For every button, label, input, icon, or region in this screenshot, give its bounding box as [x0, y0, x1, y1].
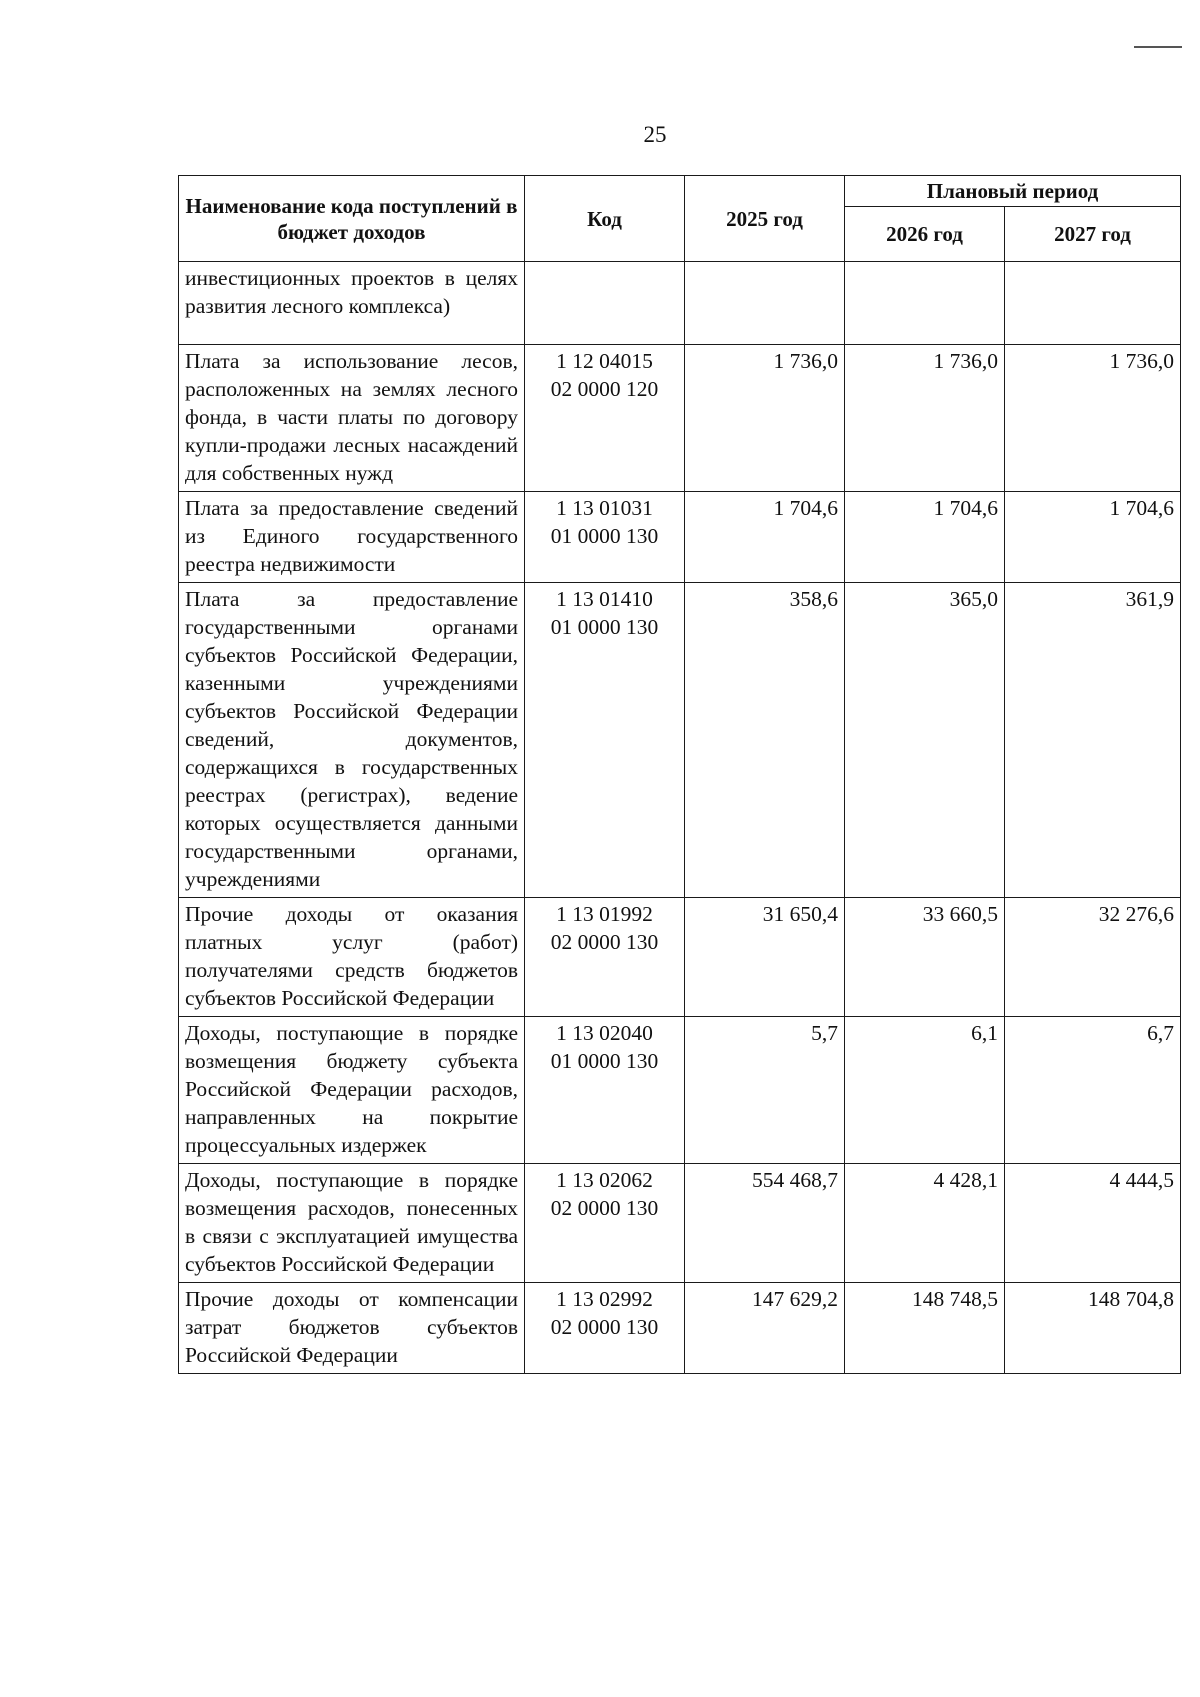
- row-code: [525, 492, 685, 583]
- table-row: [179, 1164, 1181, 1283]
- code-part-2: 01 0000 130: [550, 1049, 659, 1073]
- row-2026: 6,1: [845, 1017, 1005, 1164]
- code-part-2: 01 0000 130: [550, 615, 659, 639]
- row-code: [525, 898, 685, 1017]
- row-name: Плата за предоставление сведений из Единого государственного реестра недвижимости: [179, 492, 525, 583]
- table-row: [179, 1283, 1181, 1374]
- row-2026: 1 736,0: [845, 345, 1005, 492]
- code-part-2: 02 0000 130: [550, 1196, 659, 1220]
- code-part-2: 02 0000 120: [550, 377, 659, 401]
- header-2027: 2027 год: [1005, 207, 1181, 262]
- row-2026: 33 660,5: [845, 898, 1005, 1017]
- row-2027: 148 704,8: [1005, 1283, 1181, 1374]
- revenue-table: [178, 175, 1181, 1374]
- row-2025: 147 629,2: [685, 1283, 845, 1374]
- table-row: [179, 583, 1181, 898]
- row-name: Плата за предоставление государственными органами субъектов Российской Федерации, казенными учреждениями субъектов Российской Федерации сведений, документов, содержащихся в государственных реестрах (регистрах), ведение которых осуществляется данными государственными органами, учреждениями: [179, 583, 525, 898]
- header-2026: 2026 год: [845, 207, 1005, 262]
- row-code: [525, 1283, 685, 1374]
- row-2027: 32 276,6: [1005, 898, 1181, 1017]
- code-part-1: 1 13 01992: [556, 902, 653, 926]
- row-2027: [1005, 262, 1181, 345]
- row-2027: 361,9: [1005, 583, 1181, 898]
- code-part-2: 02 0000 130: [550, 930, 659, 954]
- row-name: Прочие доходы от компенсации затрат бюджетов субъектов Российской Федерации: [179, 1283, 525, 1374]
- row-2025: 1 704,6: [685, 492, 845, 583]
- row-2025: 358,6: [685, 583, 845, 898]
- row-code: [525, 1164, 685, 1283]
- code-part-1: 1 12 04015: [556, 349, 653, 373]
- row-2027: 1 736,0: [1005, 345, 1181, 492]
- header-code: Код: [525, 176, 685, 262]
- row-2027: 6,7: [1005, 1017, 1181, 1164]
- row-name: инвестиционных проектов в целях развития лесного комплекса): [179, 262, 525, 345]
- header-row: [179, 176, 1181, 207]
- row-2026: 365,0: [845, 583, 1005, 898]
- page-number: 25: [643, 122, 667, 147]
- row-name: Доходы, поступающие в порядке возмещения бюджету субъекта Российской Федерации расходов, направленных на покрытие процессуальных издержек: [179, 1017, 525, 1164]
- row-name: Доходы, поступающие в порядке возмещения расходов, понесенных в связи с эксплуатацией имущества субъектов Российской Федерации: [179, 1164, 525, 1283]
- code-part-1: 1 13 02040: [556, 1021, 653, 1045]
- code-part-1: 1 13 02062: [556, 1168, 653, 1192]
- row-2025: 5,7: [685, 1017, 845, 1164]
- header-planned-period: Плановый период: [845, 176, 1181, 207]
- row-code: [525, 583, 685, 898]
- table-body: [179, 262, 1181, 1374]
- code-part-1: 1 13 01410: [556, 587, 653, 611]
- table-row: [179, 1017, 1181, 1164]
- row-2025: 554 468,7: [685, 1164, 845, 1283]
- table-row: [179, 262, 1181, 345]
- code-part-2: 01 0000 130: [550, 524, 659, 548]
- table-row: [179, 492, 1181, 583]
- code-part-2: 02 0000 130: [550, 1315, 659, 1339]
- row-name: Прочие доходы от оказания платных услуг (работ) получателями средств бюджетов субъектов Российской Федерации: [179, 898, 525, 1017]
- table-row: [179, 345, 1181, 492]
- code-part-1: 1 13 01031: [556, 496, 653, 520]
- row-2025: [685, 262, 845, 345]
- row-2025: 31 650,4: [685, 898, 845, 1017]
- row-code: [525, 1017, 685, 1164]
- row-code: [525, 345, 685, 492]
- row-2027: 1 704,6: [1005, 492, 1181, 583]
- row-code: [525, 262, 685, 345]
- scan-mark: [1134, 46, 1182, 48]
- header-name: Наименование кода поступлений в бюджет доходов: [179, 176, 525, 262]
- row-2025: 1 736,0: [685, 345, 845, 492]
- row-2026: 1 704,6: [845, 492, 1005, 583]
- code-part-1: 1 13 02992: [556, 1287, 653, 1311]
- row-name: Плата за использование лесов, расположенных на землях лесного фонда, в части платы по договору купли-продажи лесных насаждений для собственных нужд: [179, 345, 525, 492]
- row-2026: 4 428,1: [845, 1164, 1005, 1283]
- row-2026: [845, 262, 1005, 345]
- row-2026: 148 748,5: [845, 1283, 1005, 1374]
- table-row: [179, 898, 1181, 1017]
- row-2027: 4 444,5: [1005, 1164, 1181, 1283]
- header-2025: 2025 год: [685, 176, 845, 262]
